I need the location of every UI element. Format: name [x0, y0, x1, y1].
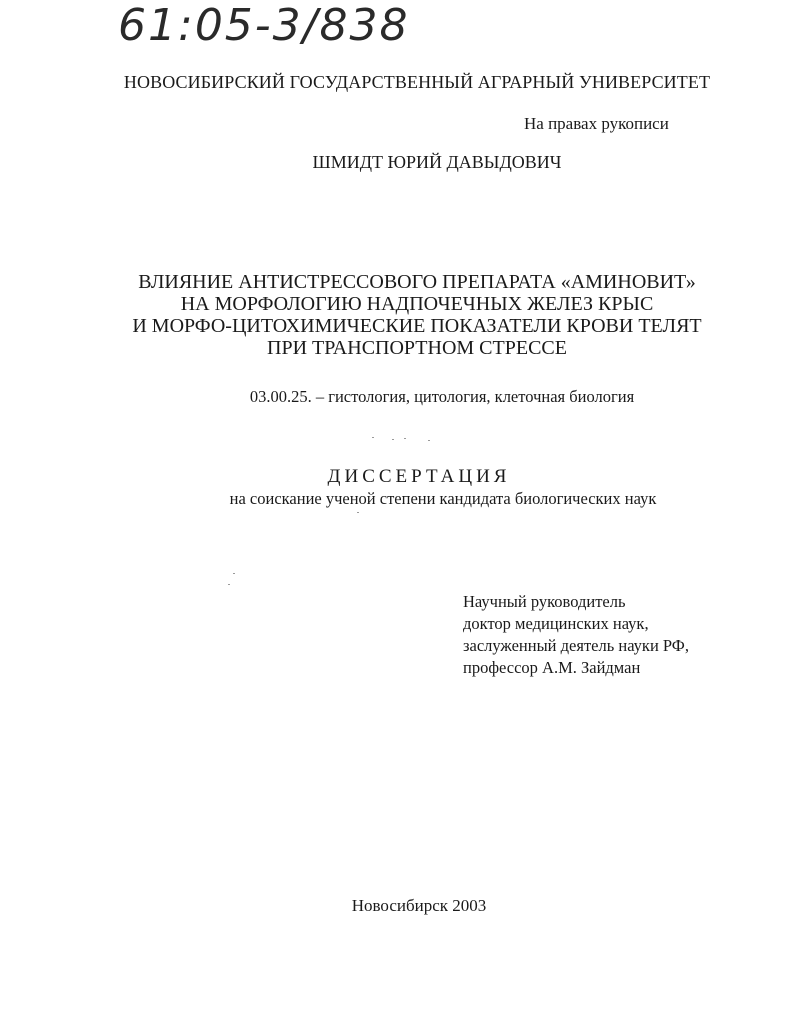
- title-line: ПРИ ТРАНСПОРТНОМ СТРЕССЕ: [267, 337, 567, 359]
- supervisor-line: заслуженный деятель науки РФ,: [463, 636, 689, 655]
- dissertation-purpose: на соискание ученой степени кандидата биологических наук: [229, 489, 657, 508]
- scan-speck: [372, 437, 374, 438]
- scan-speck: [392, 439, 394, 440]
- supervisor-line: Научный руководитель: [463, 592, 626, 611]
- scan-speck: [404, 438, 406, 439]
- archive-number-handwritten: [116, 0, 446, 48]
- scan-speck: [228, 584, 230, 585]
- scan-speck: [428, 440, 430, 441]
- archive-number-text: 61:05-3/838: [118, 0, 410, 48]
- supervisor-line: профессор А.М. Зайдман: [463, 658, 641, 677]
- title-line: И МОРФО-ЦИТОХИМИЧЕСКИЕ ПОКАЗАТЕЛИ КРОВИ ТЕЛЯТ: [132, 315, 702, 337]
- university-name: НОВОСИБИРСКИЙ ГОСУДАРСТВЕННЫЙ АГРАРНЫЙ УНИВЕРСИТЕТ: [123, 72, 711, 92]
- title-line: НА МОРФОЛОГИЮ НАДПОЧЕЧНЫХ ЖЕЛЕЗ КРЫС: [180, 293, 654, 315]
- specialty-code: 03.00.25. – гистология, цитология, клеточная биология: [249, 387, 635, 406]
- city-year: Новосибирск 2003: [351, 896, 487, 915]
- author-name: ШМИДТ ЮРИЙ ДАВЫДОВИЧ: [312, 152, 562, 172]
- supervisor-block: [463, 591, 689, 679]
- title-line: ВЛИЯНИЕ АНТИСТРЕССОВОГО ПРЕПАРАТА «АМИНОВИТ»: [138, 271, 696, 293]
- rights-note: На правах рукописи: [524, 114, 669, 133]
- dissertation-type: ДИССЕРТАЦИЯ: [327, 466, 511, 487]
- dissertation-title: [0, 271, 794, 359]
- supervisor-line: доктор медицинских наук,: [463, 614, 649, 633]
- scan-speck: [357, 512, 359, 513]
- scan-speck: [233, 573, 235, 574]
- archive-number-handwriting-graphic: [116, 0, 446, 48]
